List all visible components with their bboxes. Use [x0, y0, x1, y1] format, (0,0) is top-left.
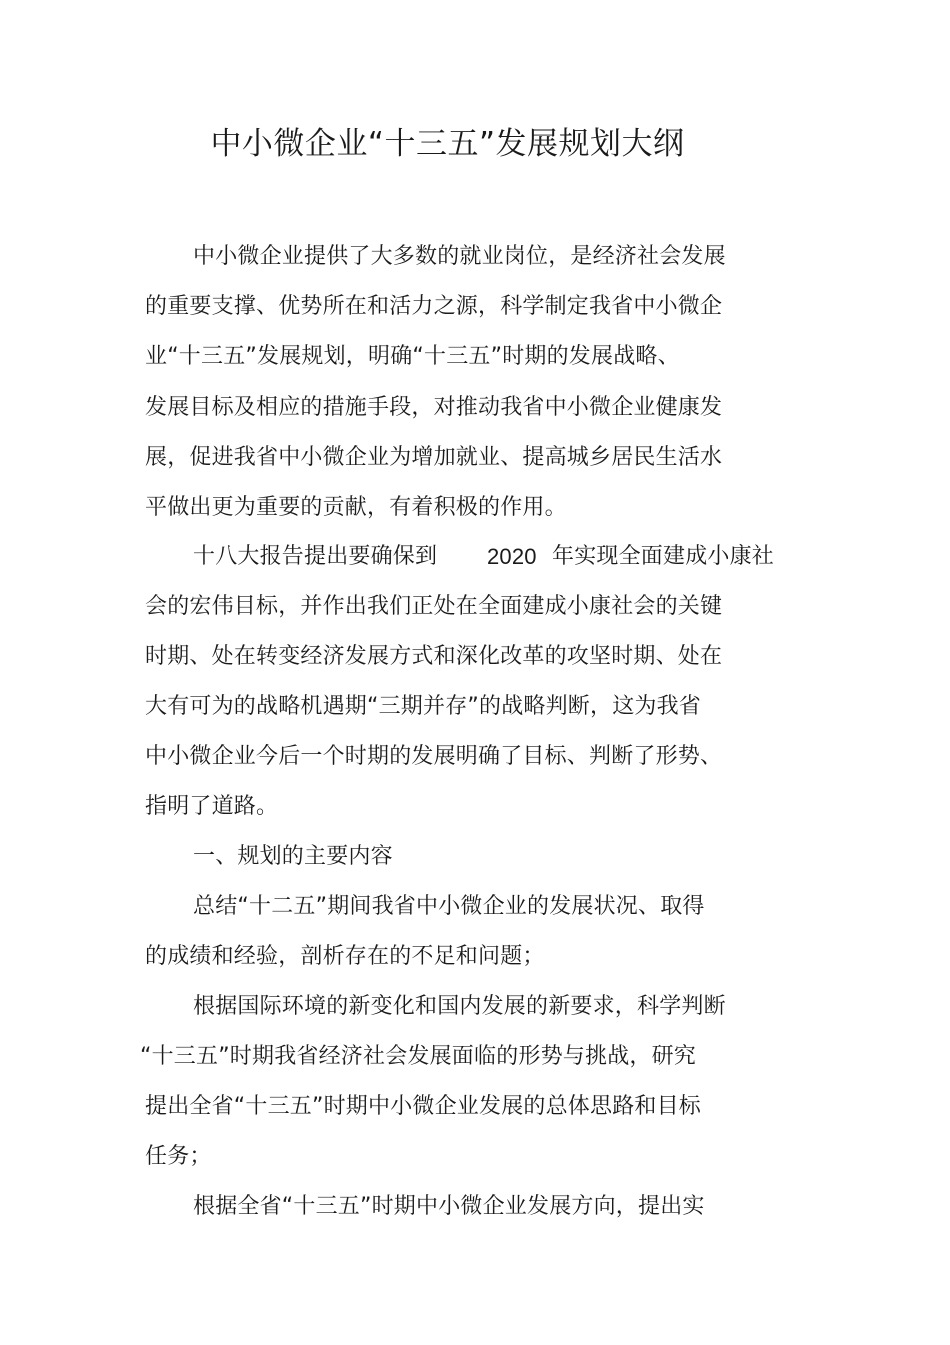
paragraph-line: 业“十三五”发展规划，明确“十三五”时期的发展战略、 — [145, 344, 680, 369]
paragraph-line: 展，促进我省中小微企业为增加就业、提高城乡居民生活水 — [145, 445, 723, 470]
paragraph-line: “十三五”时期我省经济社会发展面临的形势与挑战，研究 — [140, 1044, 696, 1069]
paragraph-line: 任务； — [145, 1144, 212, 1169]
paragraph-year: 2020 — [487, 544, 537, 569]
paragraph-line: 年实现全面建成小康社 — [552, 544, 775, 569]
paragraph-line: 中小微企业提供了大多数的就业岗位，是经济社会发展 — [193, 244, 726, 269]
paragraph-line: 根据全省“十三五”时期中小微企业发展方向，提出实 — [193, 1194, 705, 1219]
document-title: 中小微企业“十三五”发展规划大纲 — [210, 126, 685, 162]
paragraph-line: 大有可为的战略机遇期“三期并存”的战略判断，这为我省 — [145, 694, 701, 719]
paragraph-line: 中小微企业今后一个时期的发展明确了目标、判断了形势、 — [145, 744, 723, 769]
paragraph-line: 总结“十二五”期间我省中小微企业的发展状况、取得 — [193, 894, 705, 919]
paragraph-line: 根据国际环境的新变化和国内发展的新要求，科学判断 — [193, 994, 726, 1019]
paragraph-line: 发展目标及相应的措施手段，对推动我省中小微企业健康发 — [145, 395, 723, 420]
paragraph-line: 指明了道路。 — [145, 794, 279, 819]
section-heading: 一、规划的主要内容 — [193, 844, 393, 869]
paragraph-line: 的成绩和经验，剖析存在的不足和问题； — [145, 944, 545, 969]
paragraph-line: 十八大报告提出要确保到 — [193, 544, 438, 569]
paragraph-line: 会的宏伟目标，并作出我们正处在全面建成小康社会的关键 — [145, 594, 723, 619]
paragraph-line: 提出全省“十三五”时期中小微企业发展的总体思路和目标 — [145, 1094, 701, 1119]
paragraph-line: 时期、处在转变经济发展方式和深化改革的攻坚时期、处在 — [145, 644, 723, 669]
paragraph-line: 平做出更为重要的贡献，有着积极的作用。 — [145, 495, 567, 520]
paragraph-line: 的重要支撑、优势所在和活力之源，科学制定我省中小微企 — [145, 294, 723, 319]
